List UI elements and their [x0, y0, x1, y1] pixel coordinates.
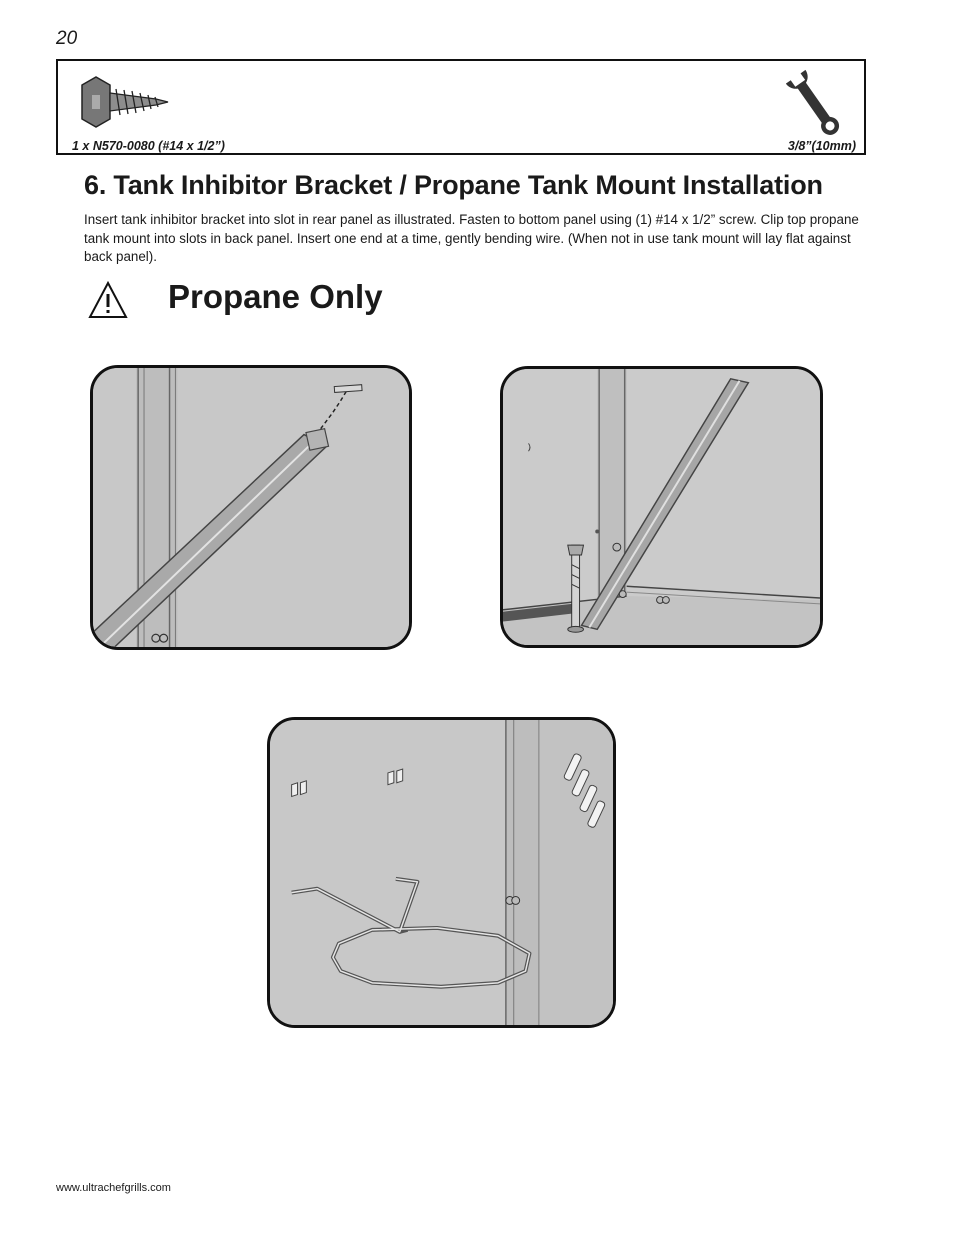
footer-url: www.ultrachefgrills.com: [56, 1182, 171, 1194]
wrench-icon: [786, 67, 842, 139]
bracket-fasten-illustration: [500, 366, 823, 648]
warning-triangle-icon: [88, 280, 128, 320]
page-number: 20: [56, 28, 78, 49]
instructions-text: Insert tank inhibitor bracket into slot in rear panel as illustrated. Fasten to bottom panel using (1) #14 x 1/2” screw. Clip top propane tank mount into slots in back panel. Insert one end at a time, gently bending wire. (When not in use tank mount will lay flat against back panel).: [84, 212, 859, 265]
screw-part-label: 1 x N570-0080 (#14 x 1/2”): [72, 139, 225, 153]
bracket-insert-illustration: [90, 365, 412, 650]
tank-mount-wire-illustration: [267, 717, 616, 1028]
section-title: 6. Tank Inhibitor Bracket / Propane Tank Mount Installation: [84, 170, 823, 200]
warning-title: Propane Only: [168, 278, 383, 315]
hex-screw-icon: [78, 71, 170, 133]
parts-box: [56, 59, 866, 155]
wrench-size-label: 3/8”(10mm): [787, 139, 856, 153]
